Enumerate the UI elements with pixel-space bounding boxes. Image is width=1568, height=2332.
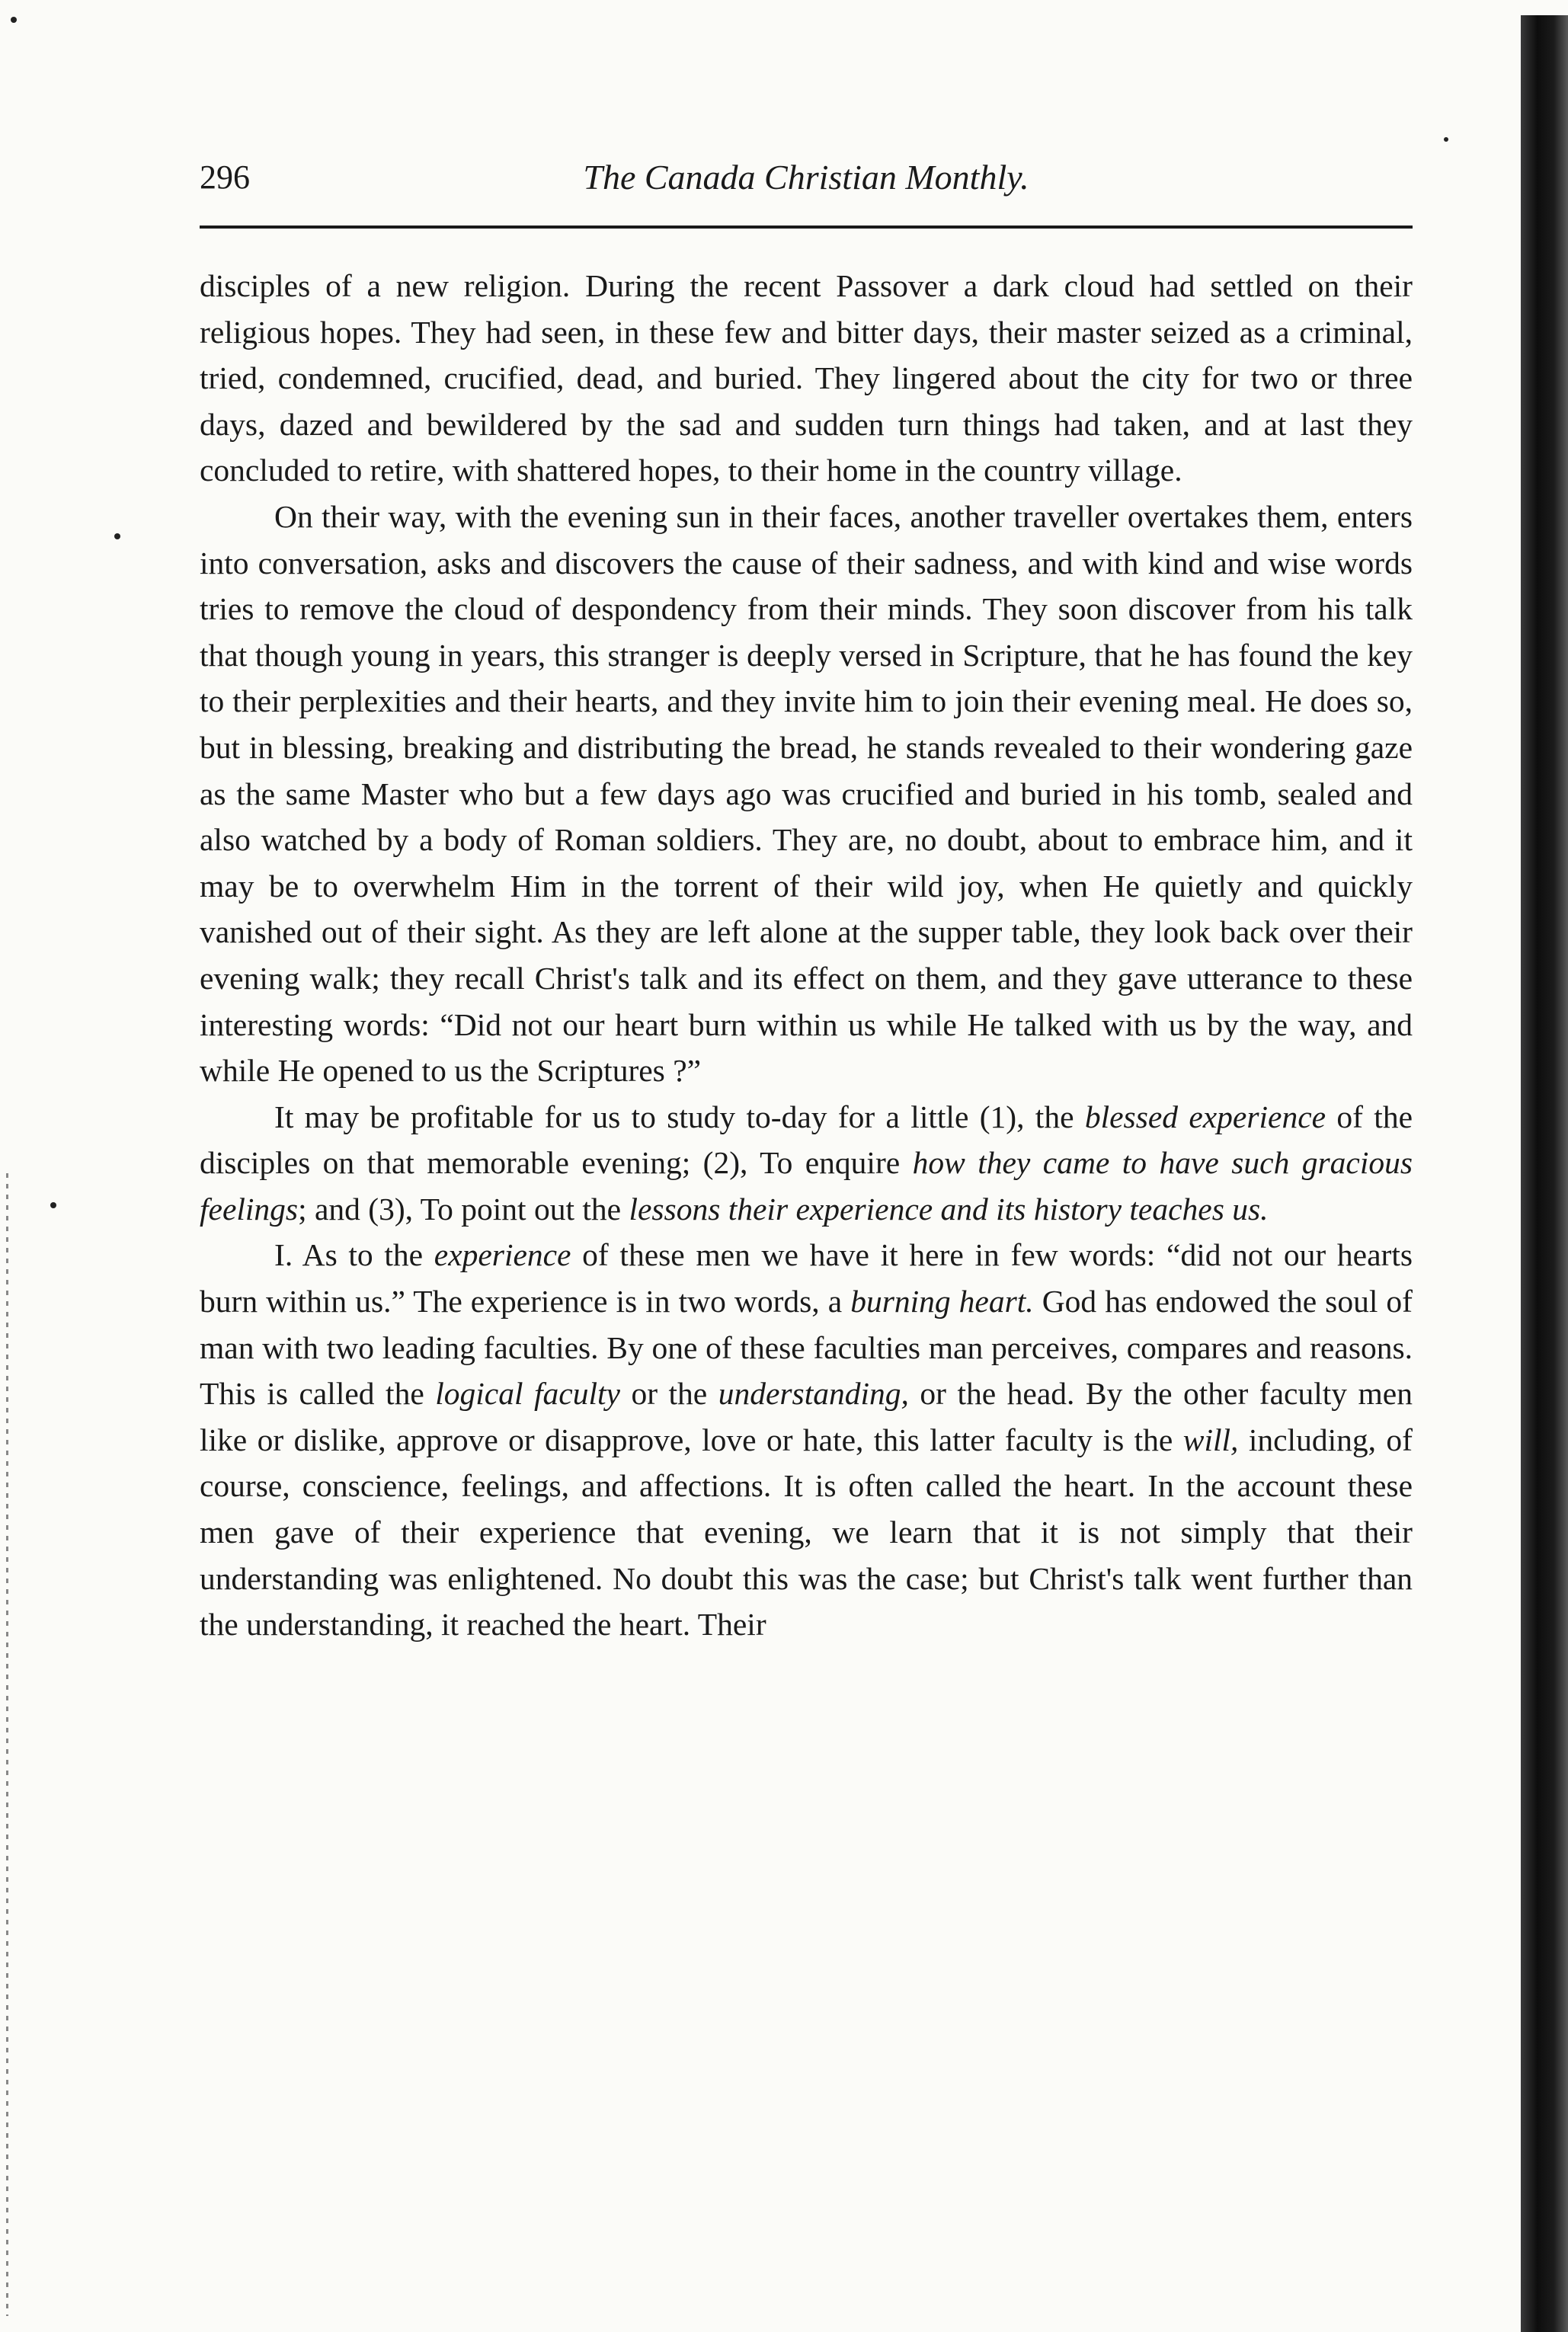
- text-run: or the: [619, 1376, 718, 1412]
- paragraph: [200, 263, 1413, 494]
- left-margin-artifact: [6, 1173, 8, 2316]
- header-rule: [200, 226, 1413, 229]
- page-header: [200, 156, 1413, 210]
- paragraph: [200, 1094, 1413, 1233]
- running-title: The Canada Christian Monthly.: [583, 158, 1029, 197]
- italic-text-run: will,: [1182, 1422, 1239, 1457]
- paragraph: [200, 1232, 1413, 1647]
- scan-speck: [1444, 137, 1448, 142]
- text-run: of the disciples on that memorable evening; (2), To enquire: [200, 1099, 1413, 1181]
- text-run: It may be profitable for us to study to-day for a little (1), the: [274, 1099, 1085, 1134]
- text-run: ; and (3), To point out the: [298, 1191, 629, 1227]
- italic-text-run: experience: [434, 1237, 571, 1273]
- scan-speck: [11, 17, 17, 23]
- text-run: including, of course, conscience, feelings, and affections. It is often called the heart. In the account these men gave of their experience that evening, we learn that it is not simply that their understanding was enlightened. No doubt this was the case; but Christ's talk went further than the understanding, it reached the heart. Their: [200, 1422, 1413, 1643]
- text-run: of these men we have it here in few words: “did not our hearts burn within us.” The experience is in two words, a: [200, 1237, 1413, 1320]
- text-run: I. As to the: [274, 1237, 434, 1273]
- text-run: God has endowed the soul of man with two leading faculties. By one of these faculties man perceives, compares and reasons. This is called the: [200, 1284, 1413, 1412]
- text-run: disciples of a new religion. During the recent Passover a dark cloud had settled on their religious hopes. They had seen, in these few and bitter days, their master seized as a criminal, tried, condemned, crucified, dead, and buried. They lingered about the city for two or three days, dazed and bewildered by the sad and sudden turn things had taken, and at last they concluded to retire, with shattered hopes, to their home in the country village.: [200, 268, 1413, 488]
- body-text: [200, 263, 1413, 1648]
- italic-text-run: logical faculty: [435, 1376, 620, 1412]
- italic-text-run: how they came to have such gracious feelings: [200, 1145, 1413, 1227]
- binding-edge-shadow: [1521, 15, 1568, 2332]
- scan-speck: [50, 1202, 56, 1208]
- italic-text-run: burning heart.: [850, 1284, 1034, 1320]
- page-number: 296: [200, 158, 250, 196]
- italic-text-run: blessed experience: [1084, 1099, 1326, 1134]
- scan-speck: [114, 533, 120, 539]
- text-run: or the head. By the other faculty men like or dislike, approve or disapprove, love or hate, this latter faculty is the: [200, 1376, 1413, 1457]
- italic-text-run: lessons their experience and its history teaches us.: [629, 1191, 1269, 1227]
- text-run: On their way, with the evening sun in their faces, another traveller overtakes them, enters into conversation, asks and discovers the cause of their sadness, and with kind and wise words tries to remove the cloud of despondency from their minds. They soon discover from his talk that though young in years, this stranger is deeply versed in Scripture, that he has found the key to their perplexities and their hearts, and they invite him to join their evening meal. He does so, but in blessing, breaking and distributing the bread, he stands revealed to their wondering gaze as the same Master who but a few days ago was crucified and buried in his tomb, sealed and also watched by a body of Roman soldiers. They are, no doubt, about to embrace him, and it may be to overwhelm Him in the torrent of their wild joy, when He quietly and quickly vanished out of their sight. As they are left alone at the supper table, they look back over their evening walk; they recall Christ's talk and its effect on them, and they gave utterance to these interesting words: “Did not our heart burn within us while He talked with us by the way, and while He opened to us the Scriptures ?”: [200, 498, 1413, 1089]
- italic-text-run: understanding,: [718, 1376, 909, 1412]
- paragraph: [200, 494, 1413, 1094]
